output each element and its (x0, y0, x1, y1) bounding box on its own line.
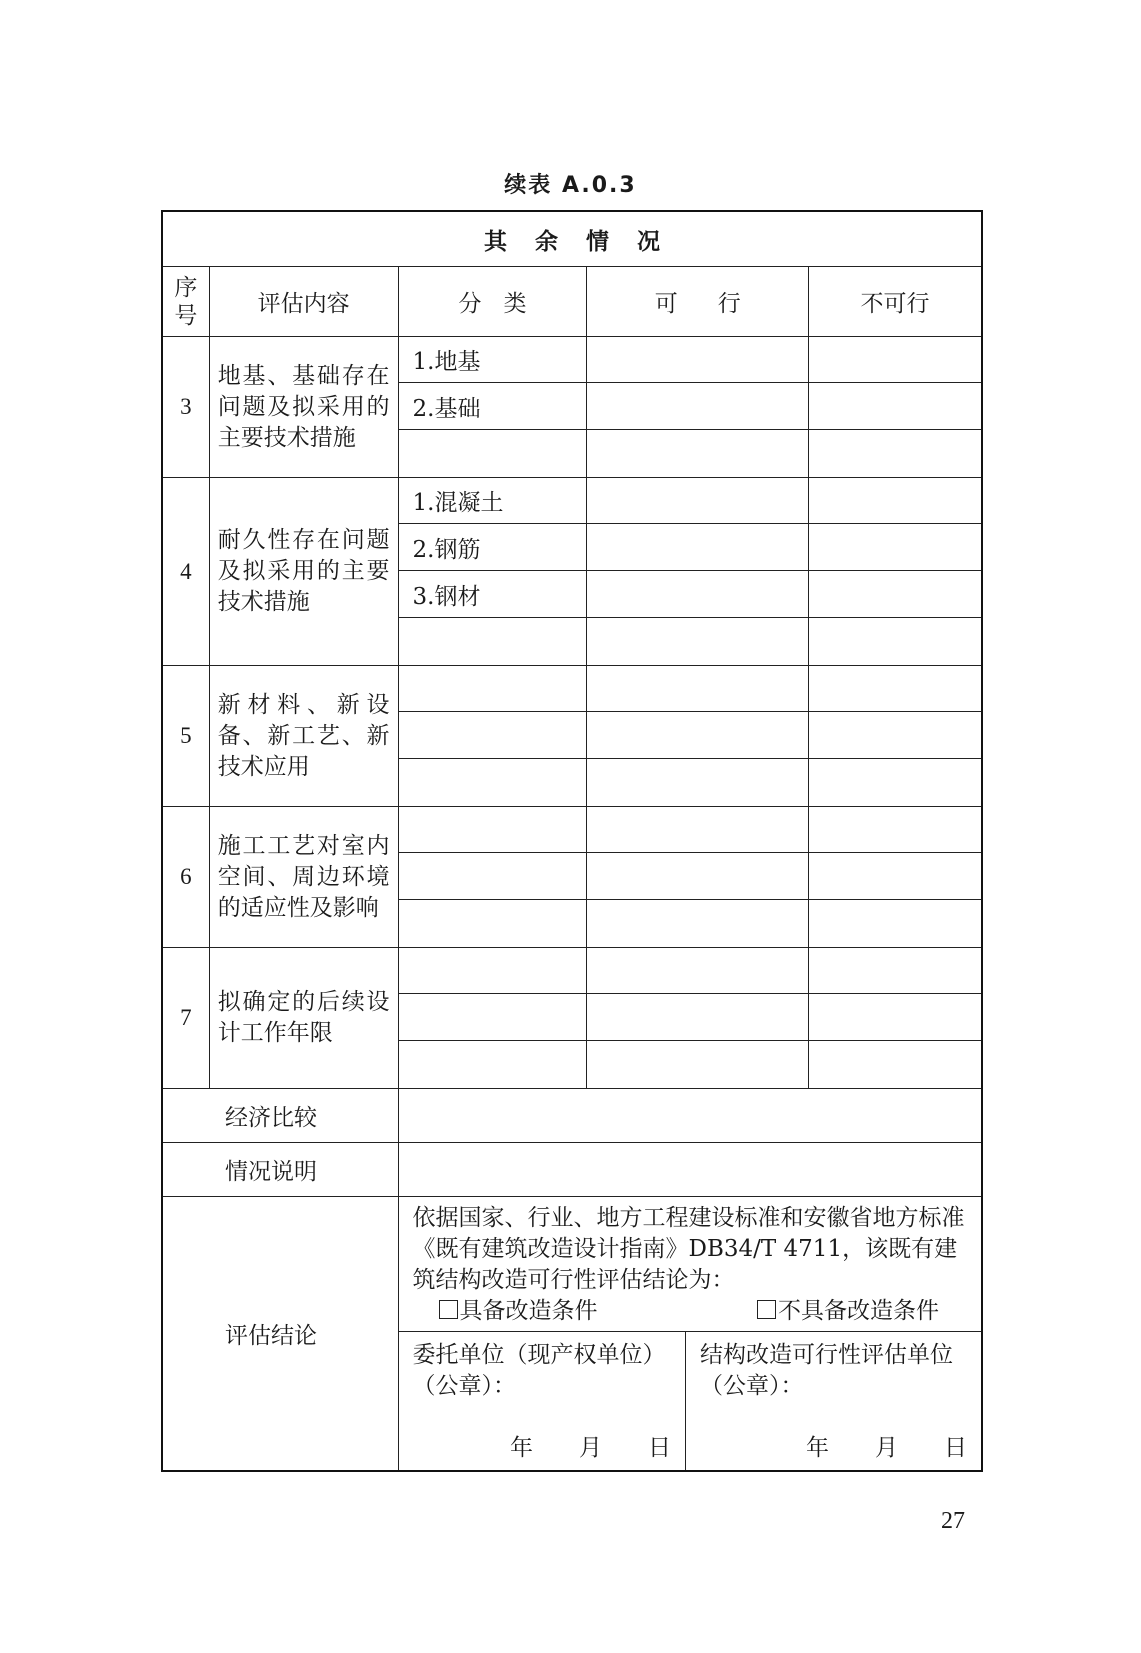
situation-description-field[interactable] (398, 1143, 982, 1197)
infeasible-cell[interactable] (809, 994, 982, 1041)
row-content: 耐久性存在问题及拟采用的主要技术措施 (209, 478, 398, 666)
row-seq: 6 (162, 807, 209, 948)
feasible-cell[interactable] (587, 853, 809, 900)
category-cell (398, 666, 587, 712)
category-cell: 1.混凝土 (398, 478, 587, 524)
feasible-cell[interactable] (587, 948, 809, 994)
category-cell: 2.钢筋 (398, 524, 587, 571)
feasible-cell[interactable] (587, 430, 809, 478)
feasible-cell[interactable] (587, 900, 809, 948)
feasible-cell[interactable] (587, 524, 809, 571)
feasible-cell[interactable] (587, 337, 809, 383)
conclusion-label: 评估结论 (162, 1197, 398, 1472)
row-seq: 4 (162, 478, 209, 666)
category-cell (398, 618, 587, 666)
assessment-table (161, 210, 983, 1472)
conclusion-basis (398, 1197, 982, 1332)
infeasible-cell[interactable] (809, 666, 982, 712)
category-cell (398, 430, 587, 478)
option-yes[interactable]: 具备改造条件 (439, 1296, 598, 1327)
feasible-cell[interactable] (587, 994, 809, 1041)
table-row (162, 807, 982, 853)
table-row (162, 666, 982, 712)
conclusion-row-1 (162, 1197, 982, 1332)
infeasible-cell[interactable] (809, 571, 982, 618)
page-number: 27 (941, 1508, 965, 1534)
infeasible-cell[interactable] (809, 1041, 982, 1089)
category-cell (398, 994, 587, 1041)
row-content: 施工工艺对室内空间、周边环境的适应性及影响 (209, 807, 398, 948)
feasible-cell[interactable] (587, 478, 809, 524)
row-seq: 7 (162, 948, 209, 1089)
infeasible-cell[interactable] (809, 948, 982, 994)
infeasible-cell[interactable] (809, 524, 982, 571)
infeasible-cell[interactable] (809, 712, 982, 759)
row-content: 新材料、新设备、新工艺、新技术应用 (209, 666, 398, 807)
infeasible-cell[interactable] (809, 759, 982, 807)
feasible-cell[interactable] (587, 571, 809, 618)
feasible-cell[interactable] (587, 1041, 809, 1089)
row-content: 地基、基础存在问题及拟采用的主要技术措施 (209, 337, 398, 478)
checkbox-icon[interactable] (439, 1300, 458, 1319)
client-signature[interactable]: 委托单位（现产权单位）（公章）： 年 月 日 (399, 1332, 686, 1470)
infeasible-cell[interactable] (809, 478, 982, 524)
table-row (162, 948, 982, 994)
category-cell: 2.基础 (398, 383, 587, 430)
feasible-cell[interactable] (587, 712, 809, 759)
option-no[interactable]: 不具备改造条件 (757, 1296, 939, 1327)
table-row (162, 478, 982, 524)
economic-row (162, 1089, 982, 1143)
category-cell (398, 853, 587, 900)
header-infeasible: 不可行 (809, 267, 982, 337)
evaluator-signature[interactable]: 结构改造可行性评估单位（公章）： 年 月 日 (700, 1342, 967, 1461)
category-cell: 1.地基 (398, 337, 587, 383)
category-cell (398, 948, 587, 994)
header-content: 评估内容 (209, 267, 398, 337)
feasible-cell[interactable] (587, 807, 809, 853)
economic-comparison-field[interactable] (398, 1089, 982, 1143)
infeasible-cell[interactable] (809, 337, 982, 383)
checkbox-icon[interactable] (757, 1300, 776, 1319)
row-seq: 3 (162, 337, 209, 478)
row-content: 拟确定的后续设计工作年限 (209, 948, 398, 1089)
feasible-cell[interactable] (587, 618, 809, 666)
category-cell (398, 759, 587, 807)
economic-comparison-label: 经济比较 (162, 1089, 398, 1143)
feasible-cell[interactable] (587, 666, 809, 712)
feasible-cell[interactable] (587, 759, 809, 807)
table-title: 其余情况 (162, 211, 982, 267)
infeasible-cell[interactable] (809, 383, 982, 430)
category-cell (398, 807, 587, 853)
header-feasible: 可行 (587, 267, 809, 337)
infeasible-cell[interactable] (809, 807, 982, 853)
situation-description-label: 情况说明 (162, 1143, 398, 1197)
table-row (162, 337, 982, 383)
header-seq: 序 号 (162, 267, 209, 337)
row-seq: 5 (162, 666, 209, 807)
infeasible-cell[interactable] (809, 618, 982, 666)
infeasible-cell[interactable] (809, 853, 982, 900)
table-caption: 续表 A.0.3 (504, 173, 637, 198)
infeasible-cell[interactable] (809, 900, 982, 948)
situation-row (162, 1143, 982, 1197)
infeasible-cell[interactable] (809, 430, 982, 478)
category-cell (398, 1041, 587, 1089)
category-cell: 3.钢材 (398, 571, 587, 618)
basis-text: 依据国家、行业、地方工程建设标准和安徽省地方标准《既有建筑改造设计指南》DB34/T 4711，该既有建筑结构改造可行性评估结论为： (412, 1205, 965, 1293)
feasible-cell[interactable] (587, 383, 809, 430)
category-cell (398, 900, 587, 948)
header-category: 分类 (398, 267, 587, 337)
category-cell (398, 712, 587, 759)
